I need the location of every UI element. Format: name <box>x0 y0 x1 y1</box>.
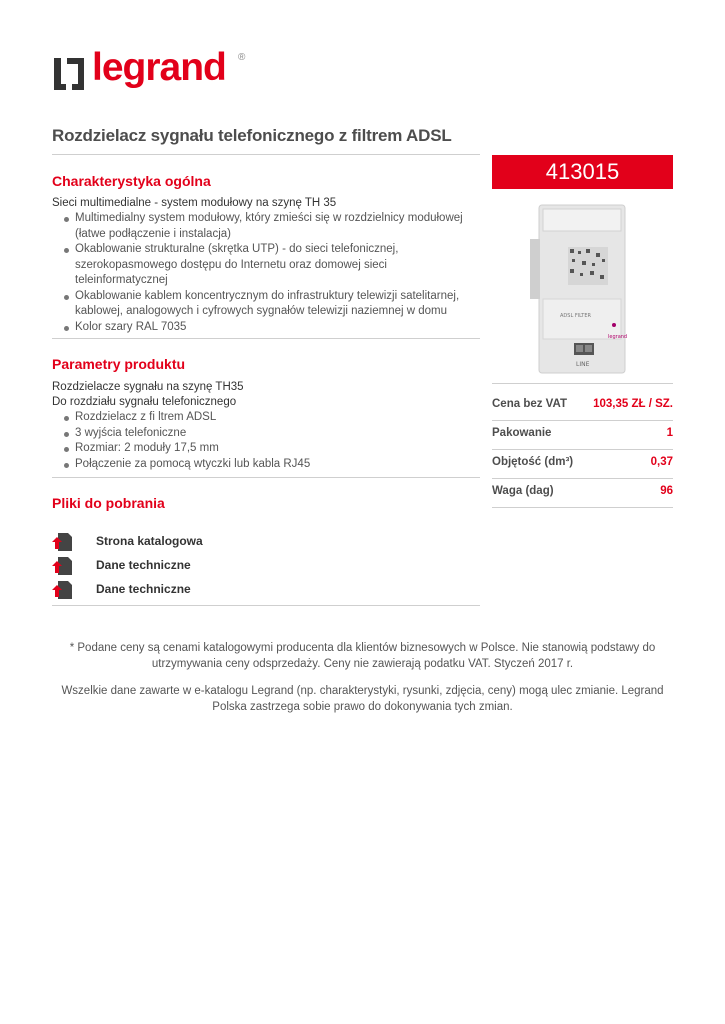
list-item: Okablowanie kablem koncentrycznym do infrastruktury telewizji satelitarnej, kablowej, analogowych i cyfrowych sygnałów telewizji naziemnej w domu <box>52 289 480 320</box>
download-label[interactable]: Dane techniczne <box>96 582 191 596</box>
list-item: 3 wyjścia telefoniczne <box>52 426 480 442</box>
section-title-params: Parametry produktu <box>52 356 186 372</box>
spec-row-volume <box>492 449 673 479</box>
brand-name: legrand <box>92 46 226 89</box>
spec-row-packaging <box>492 420 673 450</box>
download-icon <box>52 556 72 576</box>
image-filter-label: ADSL FILTER <box>560 313 591 319</box>
spec-label: Cena bez VAT <box>492 398 567 410</box>
image-brand-label: legrand <box>608 334 628 340</box>
download-catalog-page[interactable] <box>52 532 352 552</box>
list-item: Okablowanie strukturalne (skrętka UTP) - do sieci telefonicznej, szerokopasmowego dostępu do Internetu oraz domowej sieci teleinformatycznej <box>52 242 480 289</box>
registered-mark: ® <box>238 52 246 63</box>
spec-row-weight <box>492 478 673 508</box>
download-label[interactable]: Dane techniczne <box>96 558 191 572</box>
spec-value: 103,35 ZŁ / SZ. <box>593 398 673 410</box>
divider <box>492 383 673 384</box>
params-subtitle-1: Rozdzielacze sygnału na szynę TH35 <box>52 381 244 393</box>
download-icon <box>52 580 72 600</box>
footer-disclaimer: Wszelkie dane zawarte w e-katalogu Legrand (np. charakterystyki, rysunki, zdjęcia, ceny) mogą ulec zmianie. Legrand Polska zastrzega sobie prawo do dokonywania tych zmian. <box>61 685 664 713</box>
download-technical-data[interactable] <box>52 556 352 576</box>
divider <box>52 338 480 339</box>
spec-value: 0,37 <box>650 456 673 468</box>
spec-label: Objętość (dm³) <box>492 456 574 468</box>
page-title: Rozdzielacz sygnału telefonicznego z filtrem ADSL <box>52 126 452 145</box>
download-label[interactable]: Strona katalogowa <box>96 534 203 548</box>
general-bullets <box>52 211 480 335</box>
product-reference: 413015 <box>492 155 673 189</box>
download-icon <box>52 532 72 552</box>
divider <box>52 605 480 606</box>
download-technical-data[interactable] <box>52 580 352 600</box>
params-subtitle-2: Do rozdziału sygnału telefonicznego <box>52 396 237 408</box>
list-item: Kolor szary RAL 7035 <box>52 320 480 336</box>
list-item: Połączenie za pomocą wtyczki lub kabla RJ45 <box>52 457 480 473</box>
spec-label: Pakowanie <box>492 427 552 439</box>
legrand-logo <box>52 46 252 104</box>
list-item: Rozmiar: 2 moduły 17,5 mm <box>52 441 480 457</box>
spec-row-price <box>492 391 673 421</box>
divider <box>52 477 480 478</box>
list-item: Multimedialny system modułowy, który zmieści się w rozdzielnicy modułowej (łatwe podłączenie i instalacja) <box>52 211 480 242</box>
legrand-mark-icon <box>52 54 86 94</box>
image-line-label: LINE <box>576 361 590 368</box>
spec-value: 96 <box>660 485 673 497</box>
spec-label: Waga (dag) <box>492 485 554 497</box>
section-title-general: Charakterystyka ogólna <box>52 173 211 189</box>
general-subtitle: Sieci multimedialne - system modułowy na szynę TH 35 <box>52 197 337 209</box>
footer-price-note: * Podane ceny są cenami katalogowymi producenta dla klientów biznesowych w Polsce. Nie stanowią podstawy do utrzymywania ceny odsprzedaży. Ceny nie zawierają podatku VAT. Styczeń 2017 r. <box>69 642 656 670</box>
section-title-downloads: Pliki do pobrania <box>52 495 165 511</box>
divider <box>52 154 480 155</box>
spec-value: 1 <box>666 427 673 439</box>
product-image <box>492 199 673 379</box>
params-bullets <box>52 410 480 472</box>
list-item: Rozdzielacz z fi ltrem ADSL <box>52 410 480 426</box>
